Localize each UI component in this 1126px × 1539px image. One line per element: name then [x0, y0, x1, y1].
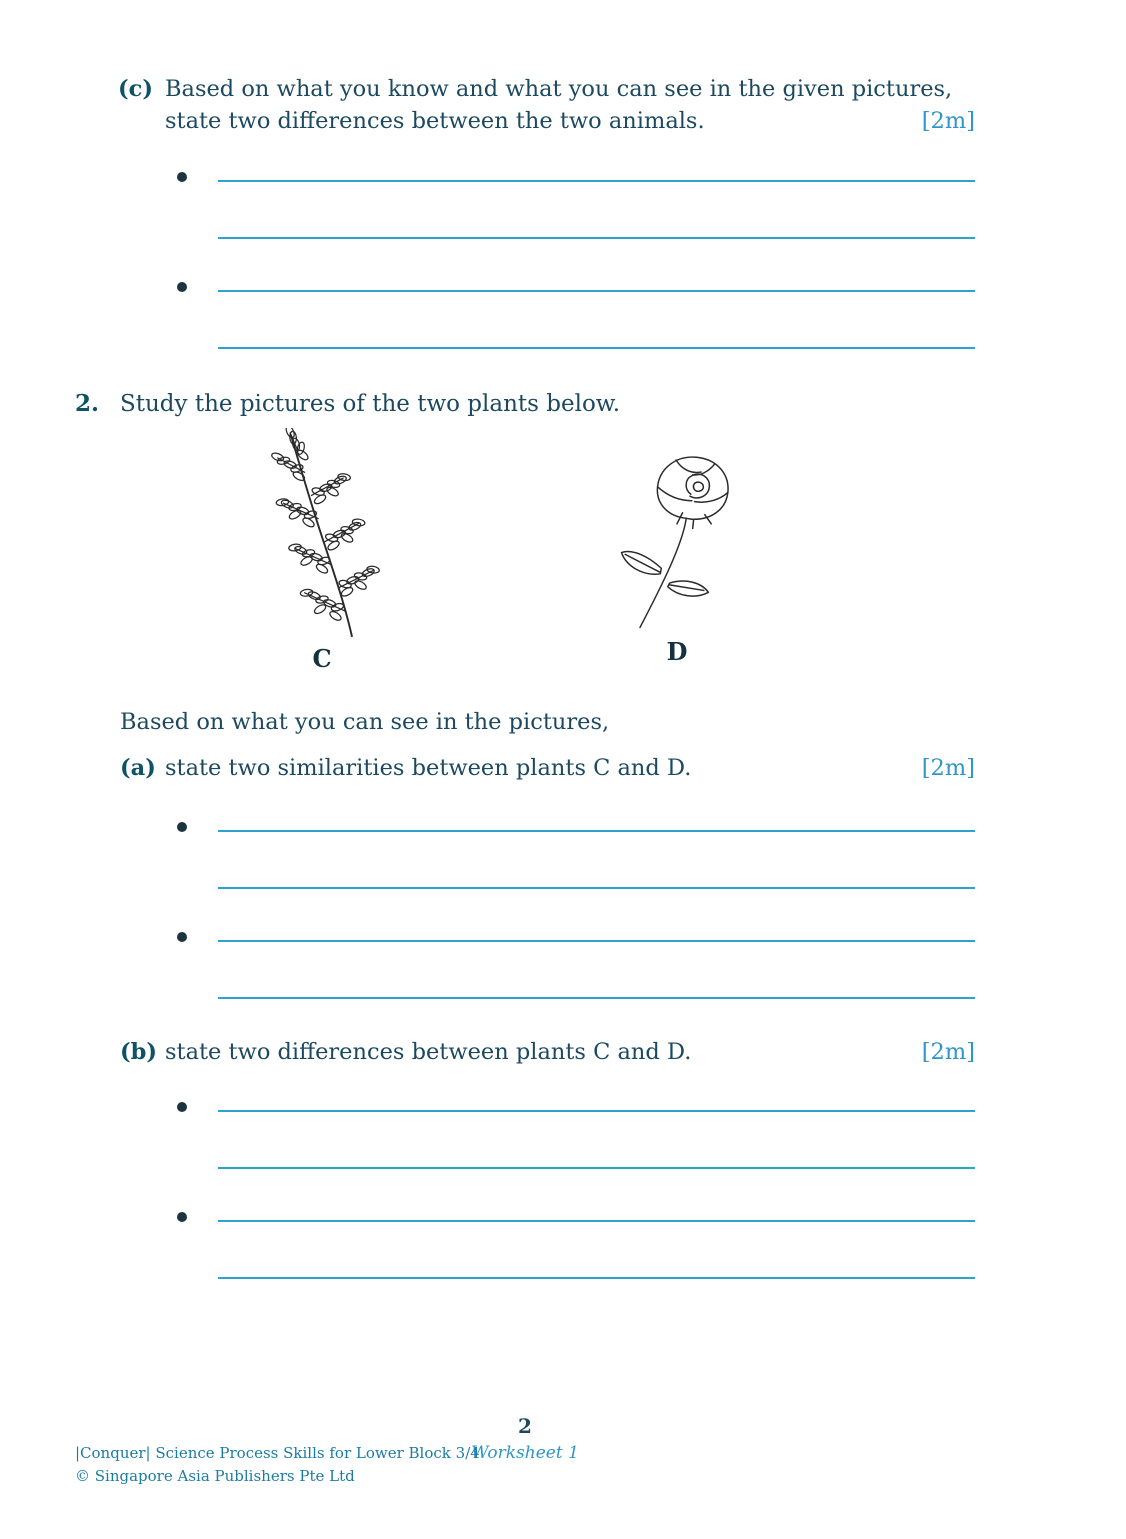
answer-line[interactable] [218, 292, 975, 349]
bullet-icon [177, 1102, 187, 1112]
figure-label-c: C [312, 644, 332, 673]
question-2a [120, 752, 975, 784]
question-2-intro: Based on what you can see in the pictures, [120, 709, 610, 735]
answer-bullet-group [175, 268, 975, 349]
answer-line[interactable] [218, 832, 975, 889]
answer-line[interactable] [218, 808, 975, 832]
question-c-text-content: Based on what you know and what you can see in the given pictures, state two differences between the two animals. [165, 76, 953, 134]
question-2b-marks: [2m] [921, 1039, 975, 1065]
question-c-text [165, 73, 975, 137]
answer-area-a [175, 808, 975, 999]
answer-line[interactable] [218, 1088, 975, 1112]
leafy-branch-illustration [247, 428, 397, 640]
bullet-icon [177, 932, 187, 942]
bullet-icon [177, 822, 187, 832]
figure-plant-c [243, 428, 401, 673]
figure-label-d: D [666, 637, 688, 666]
answer-line[interactable] [218, 182, 975, 239]
question-2a-label: (a) [120, 755, 156, 781]
question-2a-text-content: state two similarities between plants C and D. [165, 755, 692, 781]
question-c [118, 73, 975, 137]
answer-bullet-group [175, 1198, 975, 1279]
bullet-icon [177, 1212, 187, 1222]
question-2-number: 2. [75, 390, 100, 417]
question-2a-text [165, 752, 975, 784]
answer-area-b [175, 1088, 975, 1279]
question-2b-label: (b) [120, 1039, 158, 1065]
answer-area-c [175, 158, 975, 349]
question-c-label: (c) [118, 76, 153, 102]
answer-line[interactable] [218, 942, 975, 999]
rose-illustration [597, 448, 757, 633]
answer-line[interactable] [218, 1112, 975, 1169]
question-2a-marks: [2m] [921, 755, 975, 781]
bullet-icon [177, 172, 187, 182]
answer-bullet-group [175, 918, 975, 999]
question-2b [120, 1036, 975, 1068]
question-2b-text-content: state two differences between plants C and D. [165, 1039, 692, 1065]
answer-line[interactable] [218, 1198, 975, 1222]
answer-bullet-group [175, 1088, 975, 1169]
figure-plant-d [592, 448, 762, 666]
series-title: |Conquer| Science Process Skills for Lower Block 3/4 [75, 1444, 480, 1462]
answer-line[interactable] [218, 1222, 975, 1279]
footer-left [75, 1442, 595, 1488]
bullet-icon [177, 282, 187, 292]
question-2-prompt: Study the pictures of the two plants below. [120, 391, 621, 417]
answer-bullet-group [175, 808, 975, 889]
answer-line[interactable] [218, 158, 975, 182]
answer-line[interactable] [218, 918, 975, 942]
worksheet-label: Worksheet 1 [471, 1443, 579, 1463]
answer-line[interactable] [218, 268, 975, 292]
question-2-heading [75, 388, 975, 420]
copyright-line: © Singapore Asia Publishers Pte Ltd [75, 1467, 355, 1485]
page-number: 2 [518, 1414, 532, 1438]
answer-bullet-group [175, 158, 975, 239]
question-2b-text [165, 1036, 975, 1068]
question-c-marks: [2m] [921, 108, 975, 134]
